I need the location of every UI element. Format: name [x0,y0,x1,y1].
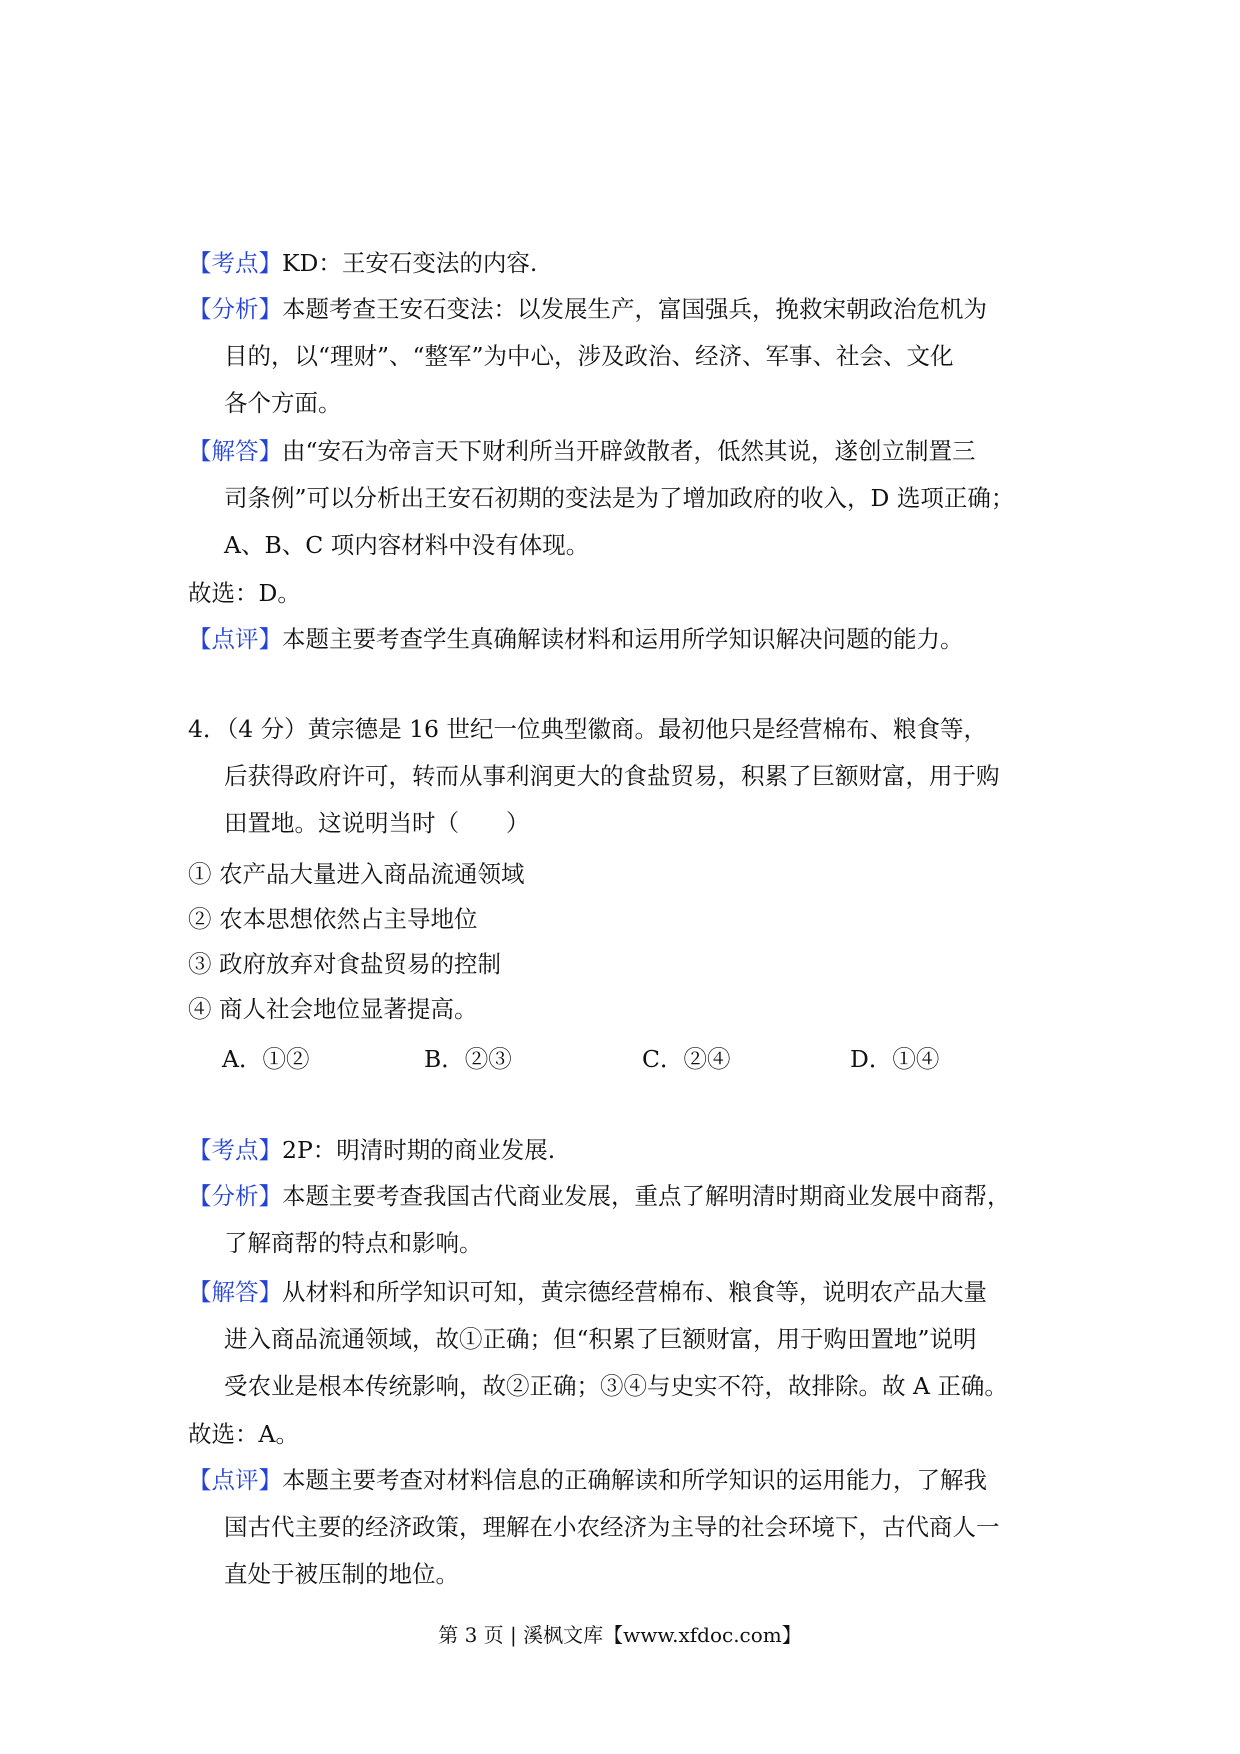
fenxi-tag: 【分析】 [188,295,282,323]
fenxi-line: 本题考查王安石变法：以发展生产，富国强兵，挽救宋朝政治危机为 [282,295,987,323]
jieda-line: 受农业是根本传统影响，故②正确；③④与史实不符，故排除。故 A 正确。 [224,1372,1008,1400]
q3-kaodian [188,240,1068,287]
stem-line: 田置地。这说明当时（ ） [224,809,530,837]
fenxi-line: 本题主要考查我国古代商业发展，重点了解明清时期商业发展中商帮， [282,1182,1011,1210]
option-b: B．②③ [424,1045,512,1073]
fenxi-line: 各个方面。 [224,389,342,417]
fenxi-line: 目的，以“理财”、“整军”为中心，涉及政治、经济、军事、社会、文化 [224,342,954,370]
jieda-line: 进入商品流通领域，故①正确；但“积累了巨额财富，用于购田置地”说明 [224,1325,977,1353]
kaodian-text: KD：王安石变法的内容. [282,249,538,277]
list-item: ③ 政府放弃对食盐贸易的控制 [188,950,501,978]
dianping-tag: 【点评】 [188,625,282,653]
jieda-line: 从材料和所学知识可知，黄宗德经营棉布、粮食等，说明农产品大量 [282,1278,987,1306]
q3-answer: 故选：D。 [188,579,301,607]
list-item: ④ 商人社会地位显著提高。 [188,995,478,1023]
list-item: ② 农本思想依然占主导地位 [188,905,478,933]
jieda-tag: 【解答】 [188,437,282,465]
jieda-tag: 【解答】 [188,1278,282,1306]
q4-dianping [188,1457,1068,1598]
q4-items [188,852,1068,1032]
fenxi-tag: 【分析】 [188,1182,282,1210]
option-a: A．①② [222,1045,310,1073]
q4-kaodian [188,1127,1068,1174]
stem-line: 4．（4 分）黄宗德是 16 世纪一位典型徽商。最初他只是经营棉布、粮食等， [188,715,987,743]
kaodian-tag: 【考点】 [188,249,282,277]
option-d: D．①④ [850,1045,940,1073]
jieda-line: 由“安石为帝言天下财利所当开辟敛散者，低然其说，遂创立制置三 [282,437,976,465]
jieda-line: A、B、C 项内容材料中没有体现。 [224,531,590,559]
q3-fenxi [188,286,1068,427]
q4-fenxi [188,1173,1068,1267]
dianping-line: 直处于被压制的地位。 [224,1560,459,1588]
stem-line: 后获得政府许可，转而从事利润更大的食盐贸易，积累了巨额财富，用于购 [224,762,1000,790]
option-c: C．②④ [642,1045,731,1073]
q3-jieda [188,428,1068,569]
dianping-line: 国古代主要的经济政策，理解在小农经济为主导的社会环境下，古代商人一 [224,1513,1000,1541]
q4-answer: 故选：A。 [188,1420,299,1448]
fenxi-line: 了解商帮的特点和影响。 [224,1229,483,1257]
q4-stem [188,706,1068,847]
q4-jieda [188,1269,1068,1410]
dianping-line: 本题主要考查对材料信息的正确解读和所学知识的运用能力，了解我 [282,1466,987,1494]
page-footer: 第 3 页 | 溪枫文库【www.xfdoc.com】 [438,1623,802,1647]
kaodian-text: 2P：明清时期的商业发展. [282,1136,556,1164]
kaodian-tag: 【考点】 [188,1136,282,1164]
jieda-line: 司条例”可以分析出王安石初期的变法是为了增加政府的收入，D 选项正确； [224,484,1015,512]
answer-options [222,1036,982,1083]
dianping-text: 本题主要考查学生真确解读材料和运用所学知识解决问题的能力。 [282,625,964,653]
q3-dianping [188,616,1068,663]
dianping-tag: 【点评】 [188,1466,282,1494]
list-item: ① 农产品大量进入商品流通领域 [188,860,525,888]
